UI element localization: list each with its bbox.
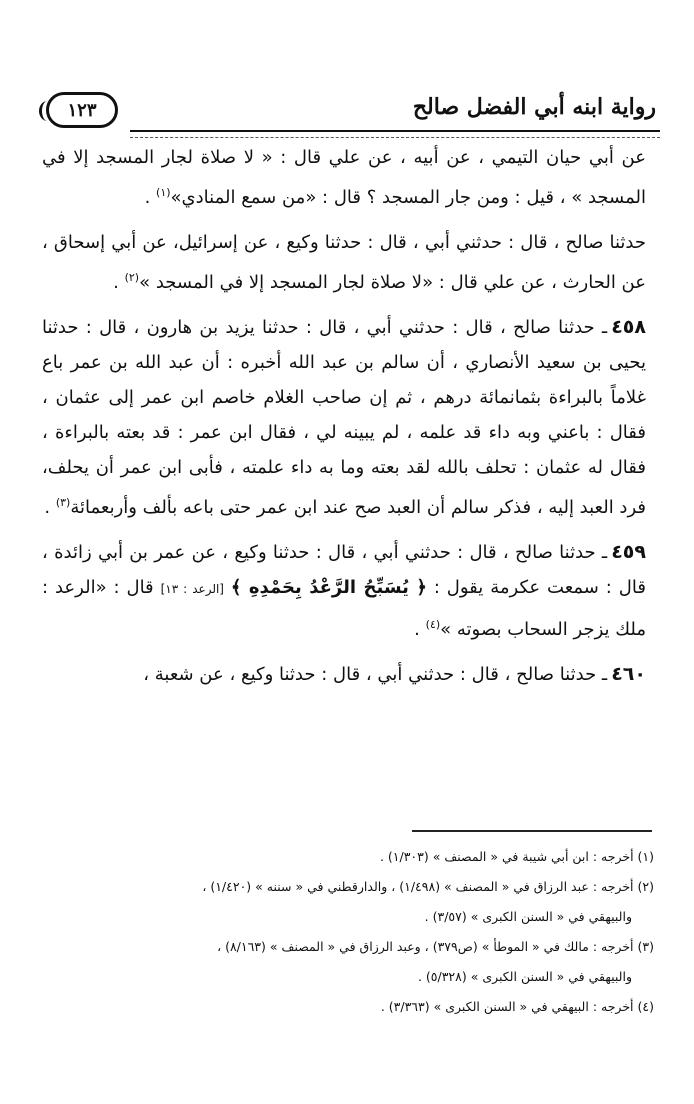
paragraph-text-2: قال : «الرعد : ملك يزجر السحاب بصوته » [42,577,646,640]
paragraph-text: حدثنا صالح ، قال : حدثني أبي ، قال : حدثنا وكيع ، عن إسرائيل، عن أبي إسحاق ، عن الحارث ، عن علي قال : «لا صلاة لجار المسجد إلا في المسجد » [42,232,646,293]
footnote-ref: (٢) [124,271,140,284]
hadith-number: ٤٦٠ [611,663,646,685]
running-title: رواية ابنه أبي الفضل صالح [412,94,656,120]
footnote-text: (٢) أخرجه : عبد الرزاق في « المصنف » (١/٤٩٨) ، والدارقطني في « سننه » (١/٤٢٠) ، [202,879,654,894]
footnotes [42,842,654,1022]
paragraph-text: ـ حدثنا صالح ، قال : حدثني أبي ، قال : حدثنا وكيع ، عن شعبة ، [143,664,608,685]
paragraph-text: ـ حدثنا صالح ، قال : حدثني أبي ، قال : حدثنا يزيد بن هارون ، قال : حدثنا يحيى بن سعيد الأنصاري ، أن سالم بن عبد الله أخبره : أن عبد الله بن عمر باع غلاماً بالبراءة بثمانمائة درهم ، ثم إن صاحب الغلام خاصم ابن عمر إلى عثمان ، فقال : باعني وبه داء قد علمه ، لم يبينه لي ، فقال ابن عمر : قد بعته بالبراءة ، فقال له عثمان : تحلف بالله لقد بعته وما به داء علمته ، فأبى ابن عمر أن يحلف، فرد العبد إليه ، فذكر سالم أن العبد صح عند ابن عمر حتى باعه بألف وأربعمائة [42,317,646,518]
footnote-4 [42,992,654,1022]
page-number-badge: ١٢٣ [46,92,118,128]
footnote-divider [412,830,652,832]
footnote-ref: (٣) [55,496,71,509]
page-header [40,92,660,134]
hadith-459 [42,535,654,647]
hadith-number: ٤٥٩ [611,541,646,563]
footnote-ref: (١) [156,186,171,199]
quran-verse: ﴿ يُسَبِّحُ الرَّعْدُ بِحَمْدِهِ ﴾ [230,577,427,598]
footnote-1 [42,842,654,872]
hadith-460 [42,657,654,692]
footnote-text: (١) أخرجه : ابن أبي شيبة في « المصنف » (١/٣٠٣) . [379,849,654,864]
paragraph-tail: . [414,619,420,640]
paragraph-tail: . [44,497,51,518]
paragraph-tail: . [113,272,119,293]
footnote-ref: (٤) [425,618,441,631]
footnote-2 [42,872,654,932]
footnote-text: (٣) أخرجه : مالك في « الموطأ » (ص٣٧٩) ، وعبد الرزاق في « المصنف » (٨/١٦٣) ، [217,939,654,954]
hadith-458 [42,310,654,525]
footnote-text-continued: والبيهقي في « السنن الكبرى » (٥/٣٢٨) . [417,969,632,984]
quran-reference: [الرعد : ١٣] [160,582,224,596]
hadith-number: ٤٥٨ [611,316,646,338]
main-text [42,140,654,702]
footnote-text: (٤) أخرجه : البيهقي في « السنن الكبرى » (٣/٣٦٣) . [380,999,654,1014]
footnote-3 [42,932,654,992]
paragraph-text: ـ حدثنا صالح ، قال : حدثني أبي ، قال : حدثنا وكيع ، عن عمر بن أبي زائدة ، قال : سمعت عكرمة يقول : [42,542,646,598]
header-divider [130,130,660,138]
paragraph-text: عن أبي حيان التيمي ، عن أبيه ، عن علي قال : « لا صلاة لجار المسجد إلا في المسجد » ، قيل : ومن جار المسجد ؟ قال : «من سمع المنادي» [42,147,646,208]
paragraph-tail: . [144,187,151,208]
footnote-text-continued: والبيهقي في « السنن الكبرى » (٣/٥٧) . [424,909,632,924]
paragraph-continuation [42,140,654,215]
paragraph [42,225,654,300]
